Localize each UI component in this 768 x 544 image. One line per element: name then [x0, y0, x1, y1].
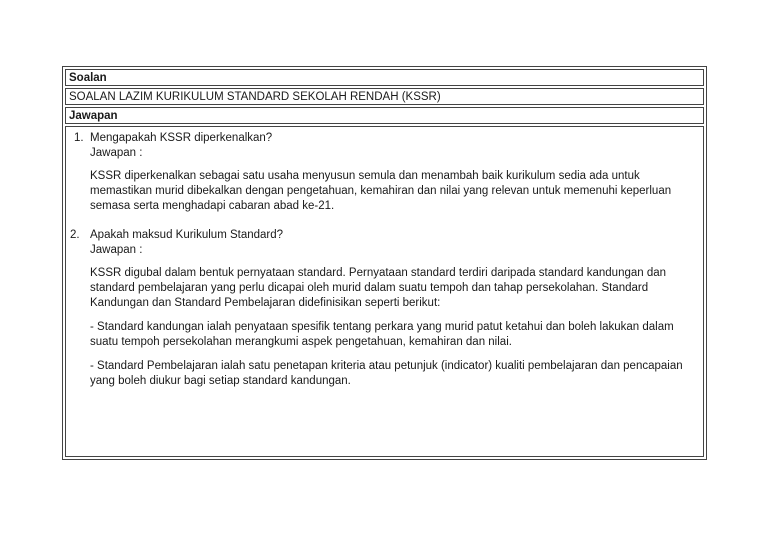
answer-paragraph: - Standard Pembelajaran ialah satu penetapan kriteria atau petunjuk (indicator) kualiti pembelajaran dan pencapaian yang boleh diukur bagi setiap standard kandungan.: [90, 360, 683, 387]
question-text: Mengapakah KSSR diperkenalkan?: [90, 132, 273, 144]
question-text: Apakah maksud Kurikulum Standard?: [90, 229, 284, 241]
answer-cell: [65, 126, 704, 457]
answer-paragraph: - Standard kandungan ialah penyataan spesifik tentang perkara yang murid patut ketahui dan boleh lakukan dalam suatu tempoh persekolahan merangkumi aspek pengetahuan, kemahiran dan nilai.: [90, 321, 674, 348]
faq-table: [62, 66, 707, 460]
answer-label: Jawapan :: [90, 147, 143, 159]
answer-paragraph: KSSR digubal dalam bentuk pernyataan standard. Pernyataan standard terdiri daripada standard kandungan dan standard pembelajaran yang perlu dicapai oleh murid dalam suatu tempoh dan tahap persekolahan. Standard Kandungan dan Standard Pembelajaran didefinisikan seperti berikut:: [90, 267, 667, 309]
question-body: [90, 228, 693, 389]
soalan-text: SOALAN LAZIM KURIKULUM STANDARD SEKOLAH RENDAH (KSSR): [65, 88, 704, 105]
question-number: 2.: [70, 229, 80, 241]
answer-label: Jawapan :: [90, 244, 143, 256]
question-item: [70, 131, 693, 214]
question-body: [90, 131, 693, 214]
question-item: [70, 228, 693, 389]
soalan-label: Soalan: [65, 69, 704, 86]
question-number: 1.: [74, 132, 84, 144]
jawapan-label: Jawapan: [65, 107, 704, 124]
answer-paragraph: KSSR diperkenalkan sebagai satu usaha menyusun semula dan menambah baik kurikulum sedia ada untuk memastikan murid dibekalkan dengan pengetahuan, kemahiran dan nilai yang relevan untuk memenuhi keperluan semasa serta menghadapi cabaran abad ke-21.: [90, 170, 672, 212]
